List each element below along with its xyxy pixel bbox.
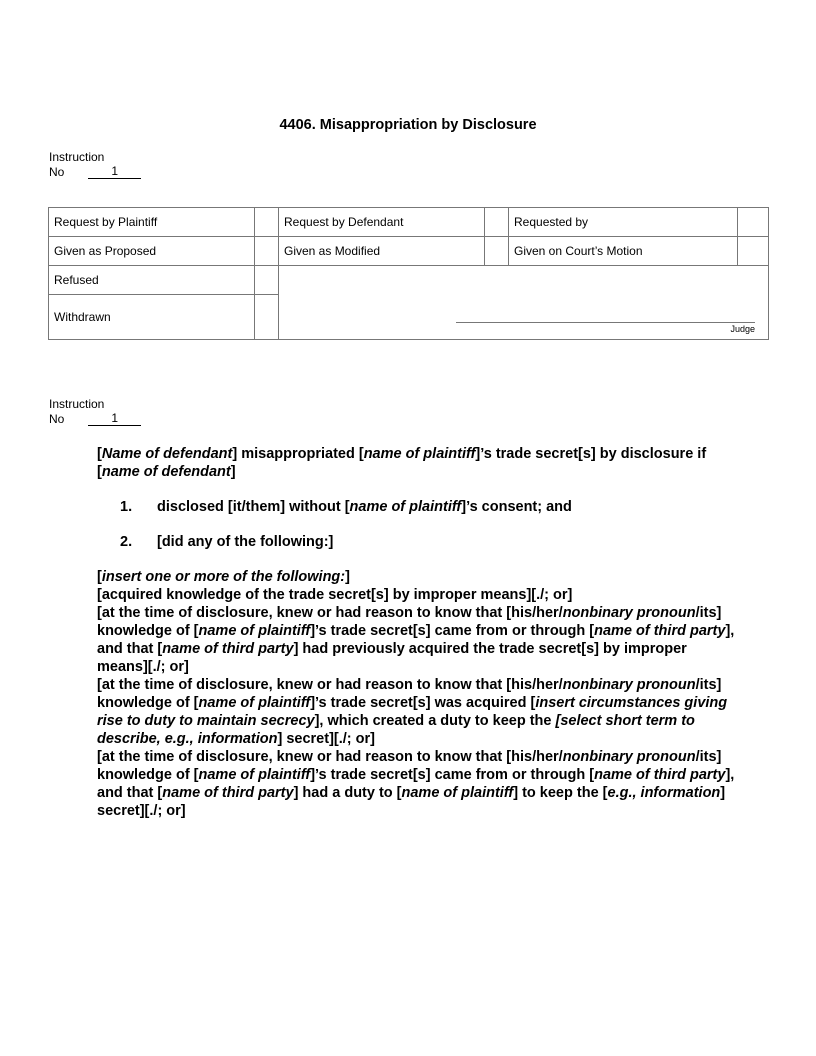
instruction-text: [did any of the following:] [157,534,334,550]
instruction-label: Instruction [49,397,105,411]
instruction-text: ]’s consent; and [461,499,572,515]
instruction-text: /its] knowledge of [ [97,749,722,783]
placeholder-text: Name of defendant [101,446,233,462]
instruction-number-top [49,150,141,179]
placeholder-text: e.g., information [607,785,721,801]
placeholder-text: insert one or more of the following: [101,569,346,585]
instruction-text: ], and that [ [97,767,735,801]
instruction-text: disclosed [it/them] without [ [157,499,350,515]
placeholder-text: name of plaintiff [198,623,311,639]
placeholder-text: insert circumstances giving rise to duty to maintain secrecy [97,695,728,729]
judge-signature-area [279,266,769,340]
placeholder-text: name of plaintiff [198,767,311,783]
instruction-no-label: No [49,165,65,179]
instruction-number: 1 [88,164,141,179]
placeholder-text: name of plaintiff [349,499,462,515]
placeholder-text: name of plaintiff [401,785,514,801]
element-item-1 [97,498,737,516]
instruction-text: ] had previously acquired the trade secret[s] by improper means][./; or] [97,641,687,675]
instruction-intro [97,445,737,481]
instruction-text: [ [97,569,102,585]
given-on-courts-motion-label: Given on Court’s Motion [509,237,738,266]
request-by-plaintiff-checkbox[interactable] [255,208,279,237]
given-as-proposed-label: Given as Proposed [49,237,255,266]
withdrawn-label: Withdrawn [49,295,255,340]
placeholder-text: name of third party [162,785,294,801]
option-duty-of-secrecy [97,676,737,748]
instruction-text: [ [97,446,102,462]
option-third-party-improper-means [97,604,737,676]
instruction-text: [at the time of disclosure, knew or had reason to know that [his/her/ [97,677,563,693]
given-on-courts-motion-checkbox[interactable] [738,237,769,266]
element-number: 2. [120,534,133,550]
given-as-modified-label: Given as Modified [279,237,485,266]
instruction-text: ], which created a duty to keep the [314,713,556,729]
instruction-number-bottom [49,397,141,426]
instruction-text: [acquired knowledge of the trade secret[s] by improper means][./; or] [97,587,573,603]
instruction-text: ] [230,464,236,480]
element-number: 1. [120,499,133,515]
instruction-text: ] [345,569,350,585]
requested-by-label: Requested by [509,208,738,237]
request-by-defendant-label: Request by Defendant [279,208,485,237]
instruction-text: ] secret][./; or] [97,785,726,819]
instruction-text: ] secret][./; or] [277,731,375,747]
judge-signature-line[interactable] [456,322,755,323]
instruction-text: [at the time of disclosure, knew or had reason to know that [his/her/ [97,749,563,765]
instruction-text: ]’s trade secret[s] came from or through [ [310,623,595,639]
instruction-text: ]’s trade secret[s] was acquired [ [310,695,536,711]
instruction-text: ] misappropriated [ [232,446,364,462]
placeholder-text: name of third party [594,767,726,783]
refused-label: Refused [49,266,255,295]
option-instruction [97,568,737,586]
instruction-text: /its] knowledge of [ [97,677,722,711]
placeholder-text: [select short term to describe, e.g., information [97,713,695,747]
instruction-label: Instruction [49,150,105,164]
placeholder-text: name of plaintiff [363,446,476,462]
placeholder-text: name of third party [594,623,726,639]
refused-checkbox[interactable] [255,266,279,295]
given-as-proposed-checkbox[interactable] [255,237,279,266]
request-by-defendant-checkbox[interactable] [485,208,509,237]
placeholder-text: nonbinary pronoun [562,749,696,765]
instruction-text: /its] knowledge of [ [97,605,722,639]
instruction-body [97,445,737,820]
placeholder-text: nonbinary pronoun [562,605,696,621]
instruction-number: 1 [88,411,141,426]
placeholder-text: name of plaintiff [198,695,311,711]
instruction-text: ]’s trade secret[s] by disclosure if [ [97,446,707,480]
requested-by-checkbox[interactable] [738,208,769,237]
instruction-text: [at the time of disclosure, knew or had reason to know that [his/her/ [97,605,563,621]
instruction-text: ]’s trade secret[s] came from or through [ [310,767,595,783]
placeholder-text: nonbinary pronoun [562,677,696,693]
option-third-party-duty [97,748,737,820]
withdrawn-checkbox[interactable] [255,295,279,340]
page-title: 4406. Misappropriation by Disclosure [279,117,537,133]
given-as-modified-checkbox[interactable] [485,237,509,266]
request-table [48,207,769,340]
element-item-2 [97,533,737,551]
element-text [157,498,572,516]
instruction-text: ] to keep the [ [513,785,608,801]
placeholder-text: name of third party [162,641,294,657]
request-by-plaintiff-label: Request by Plaintiff [49,208,255,237]
instruction-text: ] had a duty to [ [293,785,402,801]
option-improper-means [97,586,737,604]
element-text [157,533,333,551]
judge-label: Judge [730,324,755,334]
placeholder-text: name of defendant [101,464,231,480]
instruction-text: ], and that [ [97,623,735,657]
instruction-no-label: No [49,412,65,426]
